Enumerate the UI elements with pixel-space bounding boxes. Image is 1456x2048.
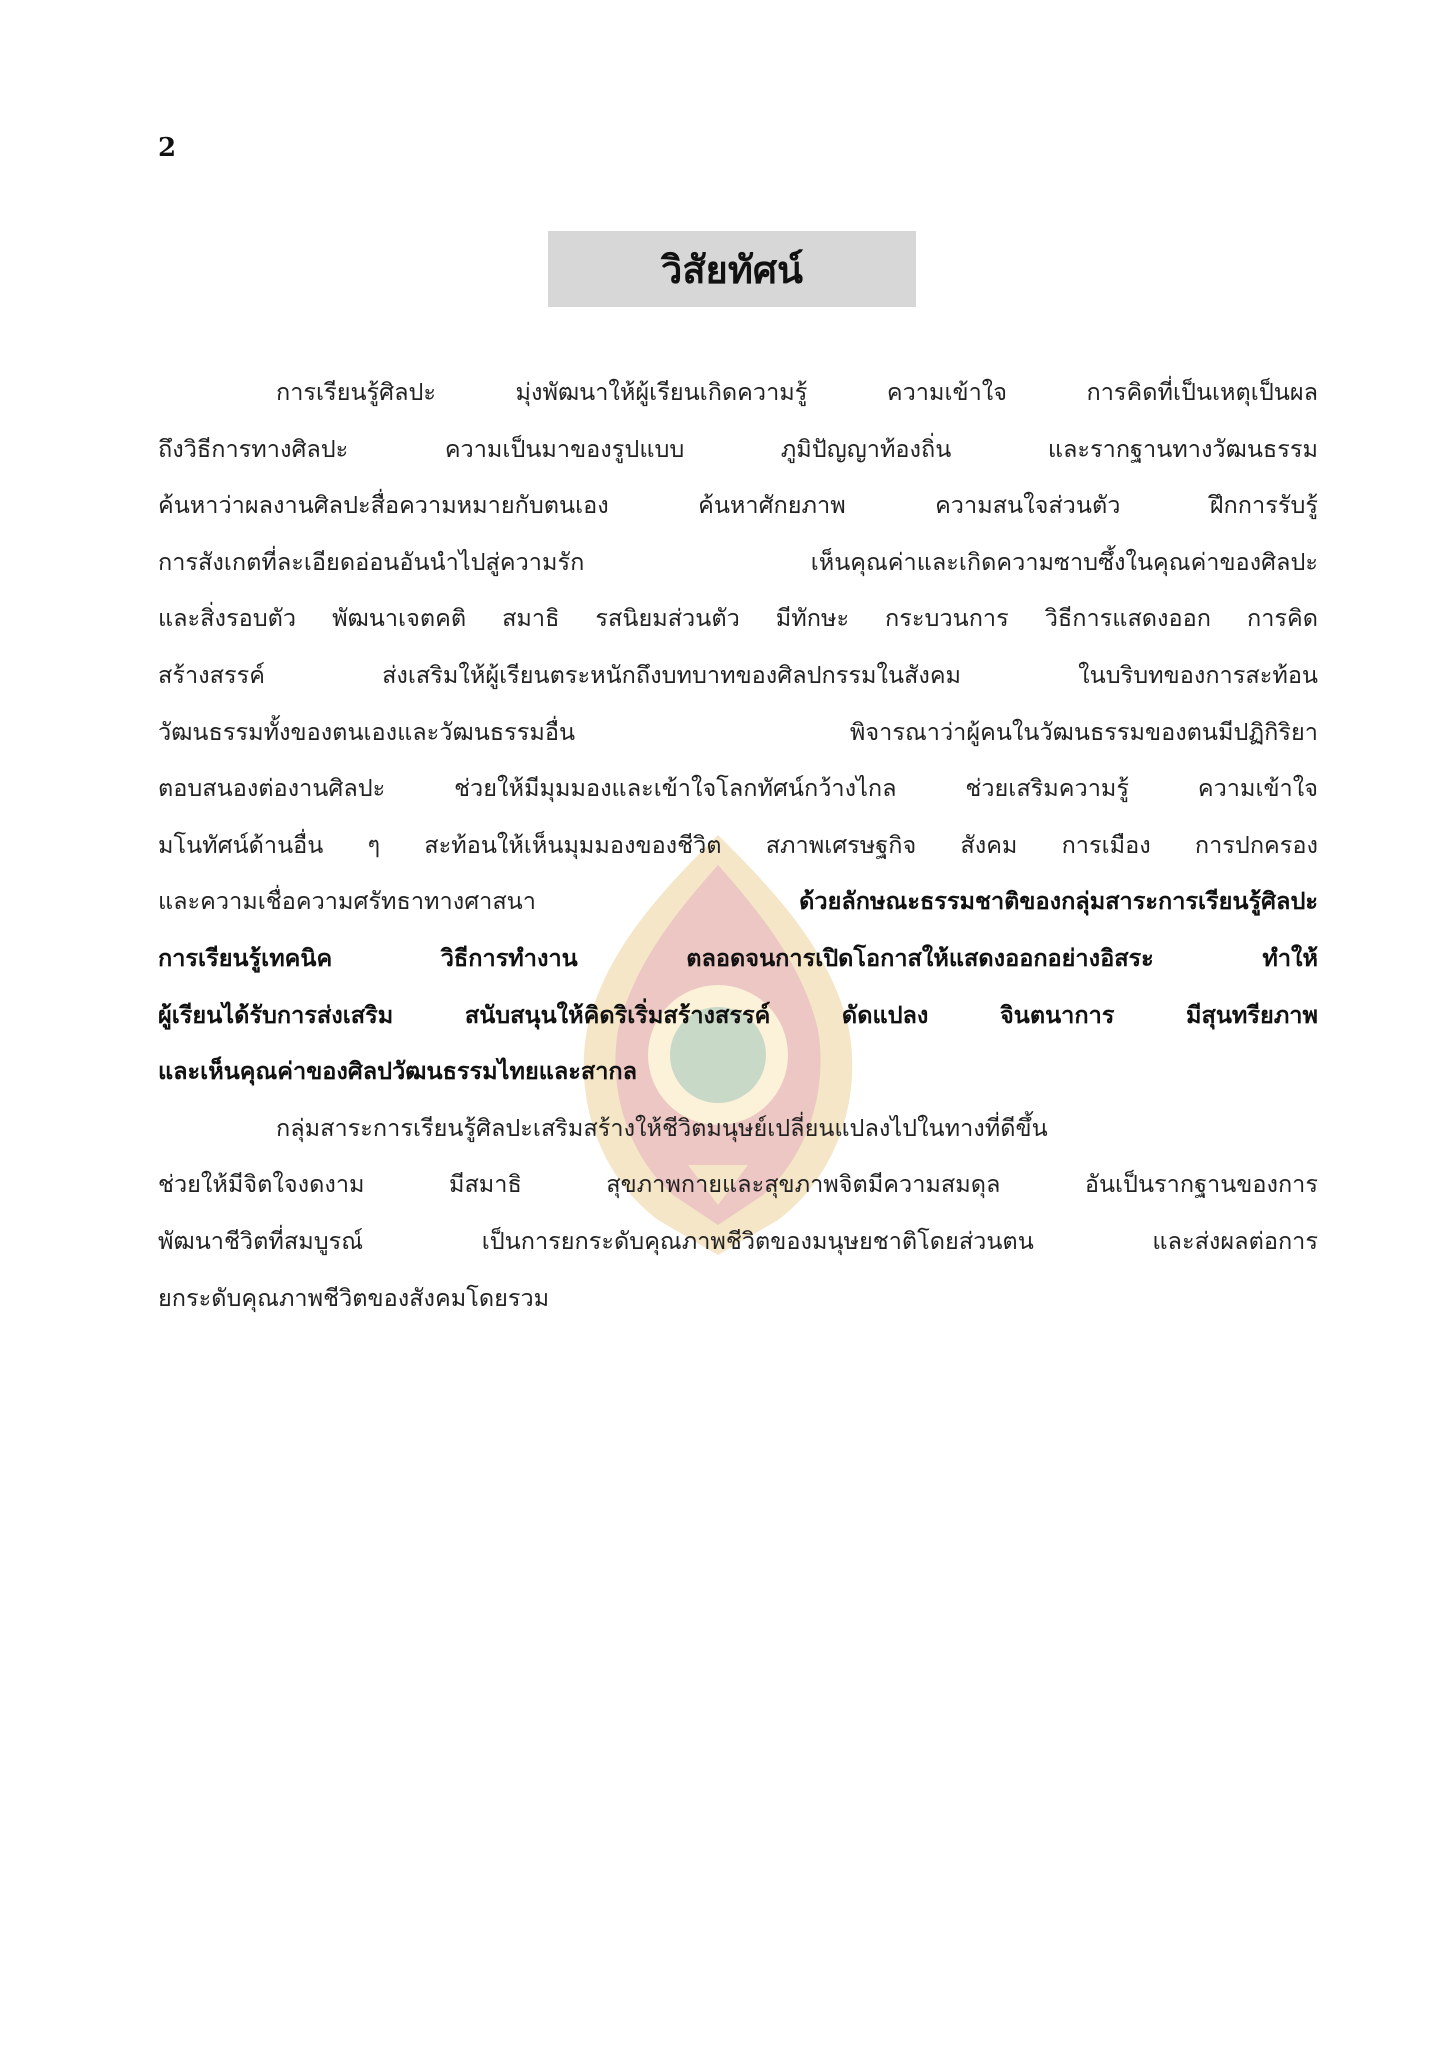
paragraph-line: มโนทัศน์ด้านอื่น ๆ สะท้อนให้เห็นมุมมองของชีวิต สภาพเศรษฐกิจ สังคม การเมือง การปกครอง	[158, 830, 1318, 859]
paragraph-line-bold: การเรียนรู้เทคนิค วิธีการทำงาน ตลอดจนการเปิดโอกาสให้แสดงออกอย่างอิสระ ทำให้	[158, 943, 1318, 972]
title-box	[548, 231, 916, 307]
page-number: 2	[158, 133, 177, 163]
paragraph-line: ช่วยให้มีจิตใจงดงาม มีสมาธิ สุขภาพกายและสุขภาพจิตมีความสมดุล อันเป็นรากฐานของการ	[158, 1170, 1318, 1199]
paragraph-line: การเรียนรู้ศิลปะ มุ่งพัฒนาให้ผู้เรียนเกิดความรู้ ความเข้าใจ การคิดที่เป็นเหตุเป็นผล	[276, 378, 1318, 406]
paragraph-line: กลุ่มสาระการเรียนรู้ศิลปะเสริมสร้างให้ชีวิตมนุษย์เปลี่ยนแปลงไปในทางที่ดีขึ้น	[276, 1113, 1048, 1142]
paragraph-2	[158, 1100, 1318, 1326]
body-text	[158, 364, 1318, 1326]
paragraph-line: และสิ่งรอบตัว พัฒนาเจตคติ สมาธิ รสนิยมส่วนตัว มีทักษะ กระบวนการ วิธีการแสดงออก การคิด	[158, 604, 1318, 633]
paragraph-line: พัฒนาชีวิตที่สมบูรณ์ เป็นการยกระดับคุณภาพชีวิตของมนุษยชาติโดยส่วนตน และส่งผลต่อการ	[158, 1226, 1318, 1255]
paragraph-line-normal-part: และความเชื่อความศรัทธาทางศาสนา	[158, 887, 536, 916]
paragraph-line-bold: ผู้เรียนได้รับการส่งเสริม สนับสนุนให้คิดริเริ่มสร้างสรรค์ ดัดแปลง จินตนาการ มีสุนทรียภาพ	[158, 1000, 1318, 1029]
paragraph-line: ถึงวิธีการทางศิลปะ ความเป็นมาของรูปแบบ ภูมิปัญญาท้องถิ่น และรากฐานทางวัฒนธรรม	[158, 434, 1318, 463]
paragraph-line-mixed	[158, 873, 1318, 930]
paragraph-line: ยกระดับคุณภาพชีวิตของสังคมโดยรวม	[158, 1283, 550, 1312]
paragraph-line: สร้างสรรค์ ส่งเสริมให้ผู้เรียนตระหนักถึงบทบาทของศิลปกรรมในสังคม ในบริบทของการสะท้อน	[158, 660, 1318, 689]
paragraph-1	[158, 364, 1318, 1100]
page-title: วิสัยทัศน์	[661, 247, 803, 292]
paragraph-line: วัฒนธรรมทั้งของตนเองและวัฒนธรรมอื่น พิจารณาว่าผู้คนในวัฒนธรรมของตนมีปฏิกิริยา	[158, 717, 1318, 746]
paragraph-line: ค้นหาว่าผลงานศิลปะสื่อความหมายกับตนเอง ค้นหาศักยภาพ ความสนใจส่วนตัว ฝึกการรับรู้	[158, 491, 1318, 520]
paragraph-line-bold-part: ด้วยลักษณะธรรมชาติของกลุ่มสาระการเรียนรู้ศิลปะ	[799, 887, 1318, 916]
paragraph-line: ตอบสนองต่องานศิลปะ ช่วยให้มีมุมมองและเข้าใจโลกทัศน์กว้างไกล ช่วยเสริมความรู้ ความเข้าใจ	[158, 774, 1318, 803]
paragraph-line-bold: และเห็นคุณค่าของศิลปวัฒนธรรมไทยและสากล	[158, 1057, 638, 1086]
paragraph-line: การสังเกตที่ละเอียดอ่อนอันนำไปสู่ความรัก เห็นคุณค่าและเกิดความซาบซึ้งในคุณค่าของศิลปะ	[158, 547, 1318, 576]
